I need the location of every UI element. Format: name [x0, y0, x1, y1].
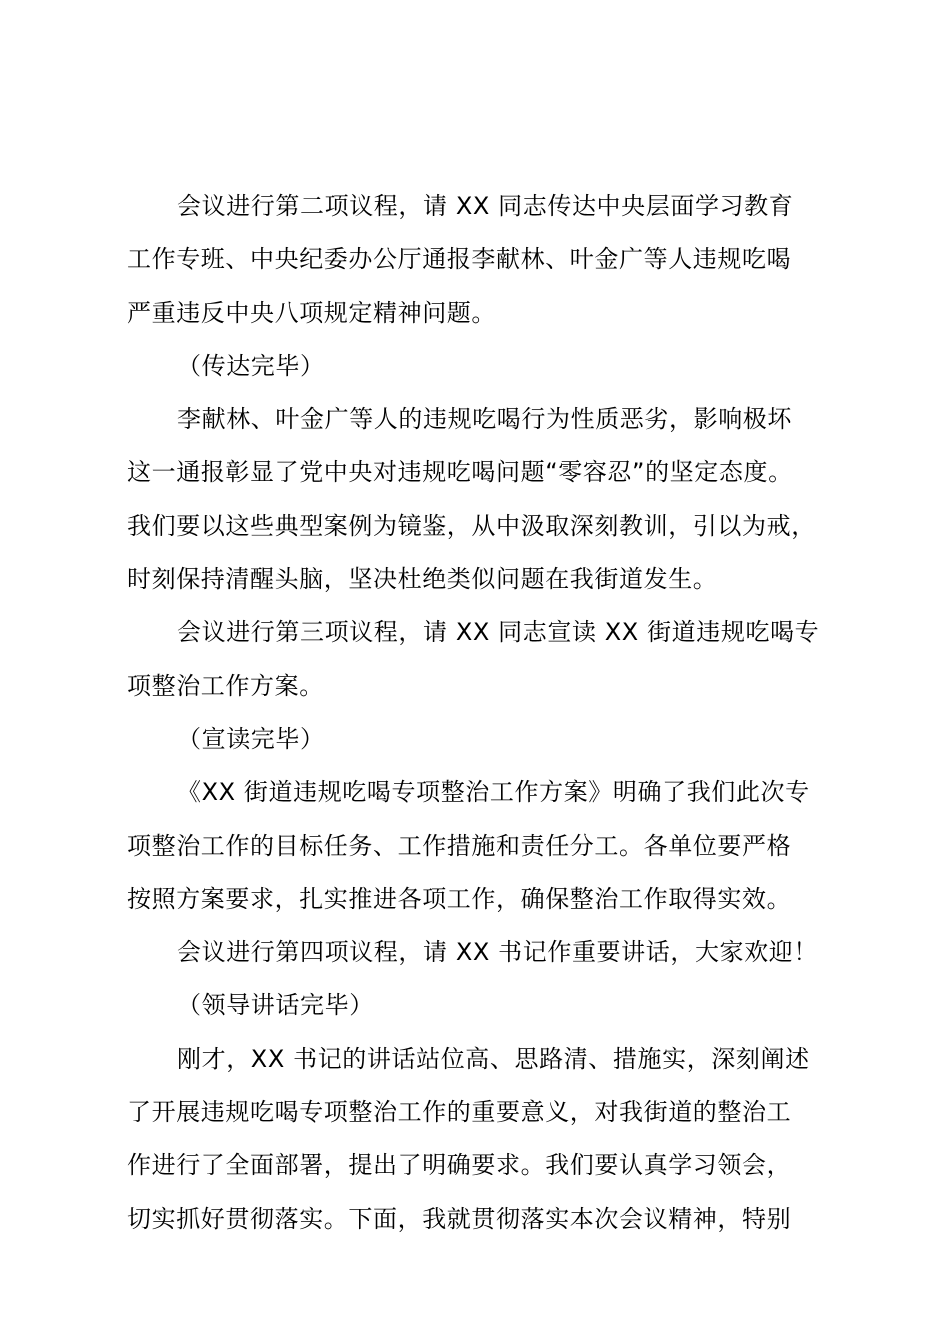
paragraph-line: 会议进行第四项议程，请 XX 书记作重要讲话，大家欢迎！: [177, 938, 818, 967]
paragraph-line: 切实抓好贯彻落实。下面，我就贯彻落实本次会议精神，特别: [127, 1204, 792, 1233]
paragraph-line: （传达完毕）: [177, 351, 325, 380]
paragraph-line: 时刻保持清醒头脑，坚决杜绝类似问题在我街道发生。: [127, 565, 718, 594]
document-body: [127, 180, 839, 1246]
paragraph-line: 这一通报彰显了党中央对违规吃喝问题“零容忍”的坚定态度。: [127, 458, 793, 487]
paragraph-line: 《XX 街道违规吃喝专项整治工作方案》明确了我们此次专: [177, 778, 810, 807]
paragraph-line: 刚才，XX 书记的讲话站位高、思路清、措施实，深刻阐述: [177, 1044, 810, 1073]
paragraph-line: 我们要以这些典型案例为镜鉴，从中汲取深刻教训，引以为戒，: [127, 511, 816, 540]
paragraph-line: 项整治工作的目标任务、工作措施和责任分工。各单位要严格: [127, 831, 792, 860]
paragraph-line: 工作专班、中央纪委办公厅通报李献林、叶金广等人违规吃喝: [127, 245, 792, 274]
paragraph-line: 按照方案要求，扎实推进各项工作，确保整治工作取得实效。: [127, 884, 792, 913]
paragraph-line: 李献林、叶金广等人的违规吃喝行为性质恶劣，影响极坏: [177, 405, 792, 434]
paragraph-line: 严重违反中央八项规定精神问题。: [127, 298, 496, 327]
paragraph-line: （宣读完毕）: [177, 724, 325, 753]
paragraph-line: 作进行了全面部署，提出了明确要求。我们要认真学习领会，: [127, 1151, 792, 1180]
paragraph-line: 会议进行第三项议程，请 XX 同志宣读 XX 街道违规吃喝专: [177, 618, 820, 647]
paragraph-line: 了开展违规吃喝专项整治工作的重要意义，对我街道的整治工: [127, 1098, 792, 1127]
paragraph-line: 项整治工作方案。: [127, 671, 324, 700]
paragraph-line: （领导讲话完毕）: [177, 991, 374, 1020]
paragraph-line: 会议进行第二项议程，请 XX 同志传达中央层面学习教育: [177, 192, 794, 220]
